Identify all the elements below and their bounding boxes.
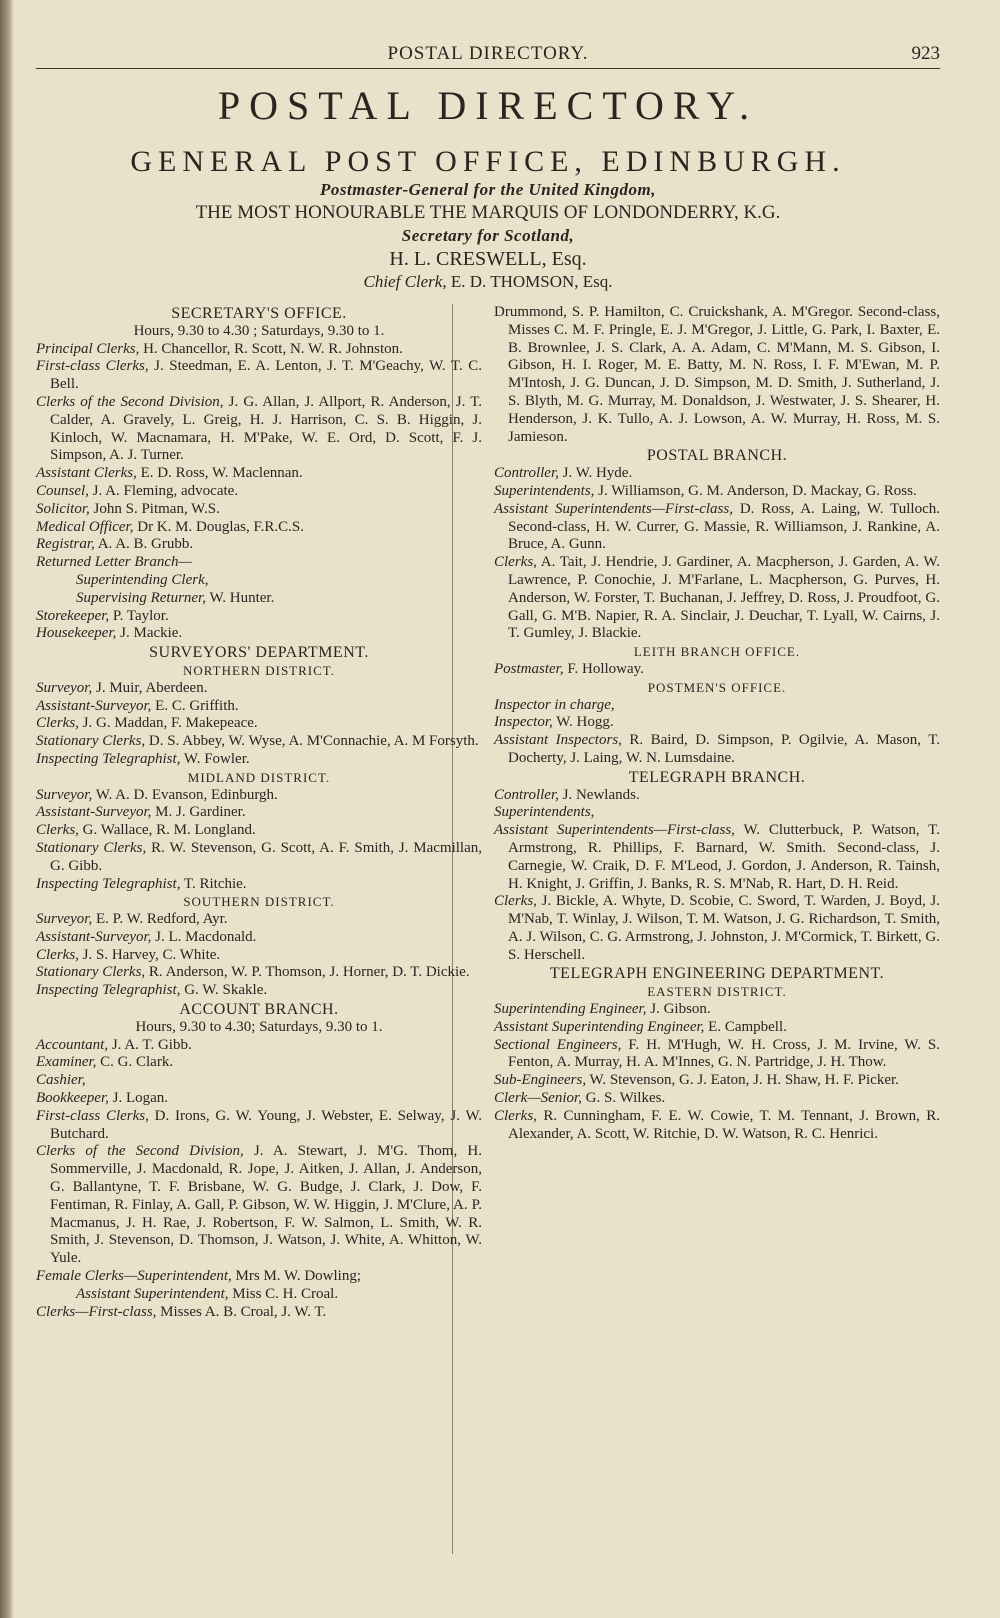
entry-role: Inspecting Telegraphist, — [36, 875, 181, 892]
district-heading: NORTHERN DISTRICT. — [182, 662, 336, 678]
entry-role: Examiner, — [36, 1054, 97, 1071]
entry-role: Controller, — [494, 786, 559, 803]
page-title: POSTAL DIRECTORY. — [217, 83, 759, 128]
entry-role: Assistant Inspectors, — [494, 732, 622, 749]
directory-entry — [36, 501, 482, 519]
entry-names: R. Baird, D. Simpson, P. Ogilvie, A. Mason, T. Docherty, J. Laing, W. N. Lumsdaine. — [508, 732, 940, 766]
entry-role: Surveyor, — [36, 911, 93, 928]
entry-role: Superintending Clerk, — [76, 571, 209, 588]
directory-entry — [36, 536, 482, 554]
entry-role: Surveyor, — [36, 679, 93, 696]
directory-entry — [36, 840, 482, 876]
entry-names: E. P. W. Redford, Ayr. — [92, 911, 228, 928]
entry-names: Miss C. H. Croal. — [228, 1285, 339, 1302]
running-header — [36, 40, 940, 69]
entry-names: R. Cunningham, F. E. W. Cowie, T. M. Tennant, J. Brown, R. Alexander, A. Scott, W. Ritchie, D. W. Watson, R. C. Henrici. — [508, 1107, 940, 1142]
directory-entry — [494, 1019, 940, 1037]
entry-role: Accountant, — [36, 1036, 109, 1053]
district-heading: POSTMEN'S OFFICE. — [647, 679, 787, 695]
directory-entry — [36, 608, 482, 626]
entry-names: F. H. M'Hugh, W. H. Cross, J. M. Irvine, W. S. Fenton, A. Murray, H. A. M'Innes, G. N. Partridge, J. H. Thow. — [508, 1036, 940, 1071]
entry-names: J. Williamson, G. M. Anderson, D. Mackay, G. Ross. — [594, 482, 917, 499]
district-heading: MIDLAND DISTRICT. — [187, 769, 331, 785]
left-column — [36, 304, 482, 1321]
directory-entry — [36, 1268, 482, 1286]
entry-names: G. Wallace, R. M. Longland. — [78, 822, 256, 839]
directory-entry — [494, 1001, 940, 1019]
entry-names: J. Mackie. — [116, 625, 183, 642]
entry-role: Clerks of the Second Division, — [36, 393, 224, 410]
entry-role: Registrar, — [36, 536, 95, 553]
directory-entry — [36, 1054, 482, 1072]
section-heading: SURVEYORS' DEPARTMENT. — [149, 644, 369, 662]
entry-role: Superintending Engineer, — [494, 1001, 647, 1018]
entry-role: Inspecting Telegraphist, — [36, 982, 181, 999]
entry-names: P. Taylor. — [109, 607, 169, 624]
directory-entry — [36, 929, 482, 947]
directory-entry — [36, 804, 482, 822]
directory-entry — [36, 1090, 482, 1108]
entry-role: Clerks, — [36, 715, 79, 732]
entry-names: J. Steedman, E. A. Lenton, J. T. M'Geachy, W. T. C. Bell. — [50, 358, 482, 393]
entry-names: J. L. Macdonald. — [151, 928, 257, 945]
directory-entry — [36, 572, 482, 590]
entry-names: R. W. Stevenson, G. Scott, A. F. Smith, J. Macmillan, G. Gibb. — [50, 839, 482, 874]
directory-entry — [36, 733, 482, 751]
directory-entry — [36, 751, 482, 769]
entry-role: Assistant Superintendents—First-class, — [494, 500, 733, 517]
entry-names: G. W. Skakle. — [180, 982, 268, 999]
directory-entry — [36, 394, 482, 465]
entry-names: J. A. Stewart, J. M'G. Thom, H. Sommerville, J. Macdonald, R. Jope, J. Aitken, J. Allan, J. Anderson, G. Ballantyne, T. F. Brisbane, W. G. Budge, J. Clark, J. Dow, F. Fentiman, R. Finlay, A. Gall, P. Gibson, W. W. Higgin, J. M'Clure, A. P. Macmanus, J. H. Rae, J. Robertson, F. W. Salmon, L. Smith, W. R. Smith, J. Stevenson, D. Thomson, J. Watson, J. White, A. Whitton, W. Yule. — [50, 1143, 482, 1267]
entry-names: H. Chancellor, R. Scott, N. W. R. Johnston. — [139, 340, 403, 357]
entry-names: C. G. Clark. — [96, 1054, 174, 1071]
directory-entry — [494, 893, 940, 964]
entry-role: Clerks, — [36, 822, 79, 839]
directory-entry — [494, 1108, 940, 1144]
entry-role: Counsel, — [36, 482, 89, 499]
entry-names: J. A. Fleming, advocate. — [88, 482, 239, 499]
chief-clerk-role: Chief Clerk, — [363, 272, 447, 291]
entry-role: Female Clerks—Superintendent, — [36, 1268, 232, 1285]
book-spine-shadow — [0, 0, 14, 1618]
directory-entry — [36, 1143, 482, 1268]
directory-entry — [494, 501, 940, 554]
office-hours: Hours, 9.30 to 4.30 ; Saturdays, 9.30 to 1. — [133, 322, 385, 339]
entry-role: First-class Clerks, — [36, 1107, 149, 1124]
entry-role: Clerks, — [494, 1107, 537, 1124]
entry-names: R. Anderson, W. P. Thomson, J. Horner, D. T. Dickie. — [145, 964, 470, 981]
directory-entry — [36, 341, 482, 359]
district-heading: EASTERN DISTRICT. — [647, 984, 787, 1000]
entry-names: John S. Pitman, W.S. — [89, 500, 220, 517]
directory-entry — [36, 787, 482, 805]
directory-entry — [494, 483, 940, 501]
entry-role: Assistant Superintending Engineer, — [494, 1018, 705, 1035]
entry-role: Assistant-Surveyor, — [36, 697, 152, 714]
directory-entry — [36, 982, 482, 1000]
directory-entry — [494, 304, 940, 446]
right-column — [494, 304, 940, 1143]
entry-role: Principal Clerks, — [36, 340, 140, 357]
entry-names: F. Holloway. — [563, 660, 644, 677]
entry-names: J. Logan. — [108, 1090, 169, 1107]
entry-role: Housekeeper, — [36, 625, 117, 642]
entry-names: W. A. D. Evanson, Edinburgh. — [92, 786, 278, 803]
directory-entry — [36, 483, 482, 501]
directory-entry — [36, 625, 482, 643]
entry-names: Drummond, S. P. Hamilton, C. Cruickshank, A. M'Gregor. Second-class, Misses C. M. F. Pringle, E. J. M'Gregor, J. Little, G. Park, I. Baxter, E. B. Brownlee, J. S. Clark, A. A. Adam, C. M'Mann, M. S. Gibson, I. Gibson, H. I. Roger, M. E. Batty, M. N. Ross, I. F. M'Ewan, M. P. M'Intosh, J. G. Duncan, J. D. Simpson, M. D. Smith, J. Sutherland, J. S. Blyth, M. G. Murray, M. Donaldson, J. Westwater, J. S. Shearer, H. Henderson, J. K. Tullo, A. J. Lowson, A. W. Murray, H. Ross, M. S. Jamieson. — [494, 304, 940, 445]
entry-role: Inspector in charge, — [494, 696, 615, 713]
entry-role: Assistant Superintendent, — [76, 1285, 229, 1302]
directory-entry — [494, 822, 940, 893]
entry-names: Dr K. M. Douglas, F.R.C.S. — [133, 518, 304, 535]
section-heading: TELEGRAPH ENGINEERING DEPARTMENT. — [549, 965, 885, 983]
secretary-label: Secretary for Scotland, — [401, 226, 575, 245]
directory-entry — [494, 1037, 940, 1073]
entry-names: J. Muir, Aberdeen. — [92, 679, 208, 696]
directory-entry — [494, 732, 940, 768]
entry-role: Solicitor, — [36, 500, 90, 517]
district-heading: SOUTHERN DISTRICT. — [183, 894, 335, 910]
entry-role: Clerks of the Second Division, — [36, 1143, 244, 1160]
postmaster-general-name: THE MOST HONOURABLE THE MARQUIS OF LONDONDERRY, K.G. — [195, 202, 781, 223]
directory-entry — [36, 947, 482, 965]
entry-role: Assistant Clerks, — [36, 465, 137, 482]
entry-names: Misses A. B. Croal, J. W. T. — [156, 1303, 327, 1320]
directory-entry — [36, 680, 482, 698]
entry-role: Superintendents, — [494, 804, 595, 821]
entry-role: Postmaster, — [494, 660, 564, 677]
entry-names: W. Clutterbuck, P. Watson, T. Armstrong, R. Phillips, F. Barnard, W. Smith. Second-class, J. Carnegie, W. Craik, D. F. M'Leod, J. Gordon, J. Anderson, R. Tainsh, H. Knight, J. Griffin, J. Banks, R. S. M'Nab, R. Hart, D. H. Reid. — [508, 822, 940, 892]
entry-names: D. Irons, G. W. Young, J. Webster, E. Selway, J. W. Butchard. — [50, 1107, 482, 1142]
entry-names: J. A. T. Gibb. — [108, 1036, 192, 1053]
directory-entry — [36, 715, 482, 733]
entry-role: First-class Clerks, — [36, 358, 149, 375]
directory-entry — [494, 787, 940, 805]
chief-clerk-name: E. D. THOMSON, Esq. — [446, 272, 613, 291]
entry-names: E. Campbell. — [704, 1018, 787, 1035]
directory-entry — [494, 714, 940, 732]
directory-entry — [36, 1304, 482, 1322]
directory-entry — [36, 876, 482, 894]
directory-entry — [36, 1037, 482, 1055]
district-heading: LEITH BRANCH OFFICE. — [633, 644, 801, 660]
entry-role: Surveyor, — [36, 786, 93, 803]
directory-entry — [36, 1286, 482, 1304]
entry-role: Sectional Engineers, — [494, 1036, 622, 1053]
entry-role: Assistant-Surveyor, — [36, 804, 152, 821]
entry-names: J. W. Hyde. — [558, 465, 633, 482]
entry-names: G. S. Wilkes. — [581, 1090, 666, 1107]
running-title: POSTAL DIRECTORY. — [387, 43, 589, 64]
entry-names: E. C. Griffith. — [151, 697, 239, 714]
directory-entry — [494, 661, 940, 679]
entry-role: Returned Letter Branch— — [36, 554, 192, 571]
directory-entry — [36, 465, 482, 483]
entry-role: Bookkeeper, — [36, 1090, 109, 1107]
section-heading: TELEGRAPH BRANCH. — [628, 768, 806, 786]
directory-page — [36, 40, 940, 293]
entry-role: Stationary Clerks, — [36, 839, 147, 856]
entry-names: J. Bickle, A. Whyte, D. Scobie, C. Sword, T. Warden, J. Boyd, J. M'Nab, T. Winlay, J. Wilson, T. M. Watson, J. G. Richardson, T. Smith, A. J. Wilson, C. G. Armstrong, J. Johnston, J. M'Cormick, T. Birkett, G. S. Herschell. — [508, 893, 940, 963]
entry-role: Inspector, — [494, 714, 553, 731]
directory-entry — [494, 554, 940, 643]
entry-names: W. Fowler. — [180, 750, 250, 767]
entry-names: J. Gibson. — [646, 1001, 711, 1018]
directory-entry — [36, 590, 482, 608]
section-heading: SECRETARY'S OFFICE. — [171, 305, 347, 322]
chief-clerk-line — [36, 271, 940, 293]
page-number: 923 — [911, 43, 940, 64]
entry-role: Inspecting Telegraphist, — [36, 750, 181, 767]
office-hours: Hours, 9.30 to 4.30; Saturdays, 9.30 to 1. — [135, 1018, 383, 1035]
entry-names: D. S. Abbey, W. Wyse, A. M'Connachie, A. M Forsyth. — [145, 733, 479, 750]
entry-role: Cashier, — [36, 1072, 86, 1089]
entry-role: Clerks, — [36, 946, 79, 963]
entry-names: Mrs M. W. Dowling; — [231, 1268, 361, 1285]
entry-role: Sub-Engineers, — [494, 1072, 587, 1089]
directory-entry — [36, 554, 482, 572]
entry-role: Superintendents, — [494, 482, 595, 499]
directory-entry — [36, 822, 482, 840]
entry-names: J. S. Harvey, C. White. — [78, 946, 221, 963]
entry-names: J. Newlands. — [558, 786, 640, 803]
entry-names: T. Ritchie. — [180, 875, 247, 892]
entry-role: Stationary Clerks, — [36, 733, 146, 750]
entry-names: E. D. Ross, W. Maclennan. — [136, 465, 303, 482]
entry-names: W. Stevenson, G. J. Eaton, J. H. Shaw, H. F. Picker. — [586, 1072, 899, 1089]
office-heading: GENERAL POST OFFICE, EDINBURGH. — [130, 145, 846, 178]
entry-role: Controller, — [494, 465, 559, 482]
entry-role: Stationary Clerks, — [36, 964, 146, 981]
directory-entry — [36, 911, 482, 929]
directory-entry — [494, 804, 940, 822]
directory-entry — [494, 1090, 940, 1108]
entry-role: Assistant Superintendents—First-class, — [494, 822, 735, 839]
entry-role: Clerks, — [494, 893, 537, 910]
directory-entry — [36, 519, 482, 537]
directory-entry — [36, 358, 482, 394]
directory-entry — [36, 1108, 482, 1144]
entry-names: W. Hunter. — [205, 589, 275, 606]
section-heading: ACCOUNT BRANCH. — [179, 1001, 339, 1019]
section-heading: POSTAL BRANCH. — [646, 447, 788, 465]
directory-entry — [494, 465, 940, 483]
postmaster-general-label: Postmaster-General for the United Kingdom, — [320, 180, 656, 199]
entry-names: D. Ross, A. Laing, W. Tulloch. Second-class, H. W. Currer, G. Massie, R. Williamson, J. Rankine, A. Bruce, A. Gunn. — [508, 500, 940, 553]
entry-role: Storekeeper, — [36, 607, 110, 624]
entry-role: Medical Officer, — [36, 518, 134, 535]
entry-names: J. G. Maddan, F. Makepeace. — [78, 715, 258, 732]
directory-entry — [494, 1072, 940, 1090]
entry-role: Clerks, — [494, 554, 537, 571]
entry-names: J. G. Allan, J. Allport, R. Anderson, J. T. Calder, A. Gravely, L. Greig, H. J. Harrison, C. S. B. Higgin, J. Kinloch, W. Macnamara, H. M'Pake, W. E. Ord, D. Scott, F. J. Simpson, A. J. Turner. — [50, 393, 483, 464]
entry-role: Assistant-Surveyor, — [36, 928, 152, 945]
entry-role: Clerks—First-class, — [36, 1303, 157, 1320]
entry-names: W. Hogg. — [552, 714, 614, 731]
entry-names: M. J. Gardiner. — [151, 804, 246, 821]
directory-entry — [494, 697, 940, 715]
entry-role: Supervising Returner, — [76, 589, 206, 606]
directory-entry — [36, 964, 482, 982]
directory-entry — [36, 1072, 482, 1090]
secretary-name: H. L. CRESWELL, Esq. — [389, 248, 587, 270]
entry-role: Clerk—Senior, — [494, 1090, 582, 1107]
entry-names: A. Tait, J. Hendrie, J. Gardiner, A. Macpherson, J. Garden, A. W. Lawrence, P. Conochie, J. M'Farlane, L. Macpherson, G. Purves, H. Anderson, W. Forster, T. Buchanan, J. Jeffrey, D. Ross, J. Proudfoot, G. Gall, G. M'B. Napier, R. A. Sinclair, J. Deuchar, T. Lyall, W. Cairns, J. T. Gumley, J. Blackie. — [508, 554, 940, 642]
entry-names: A. A. B. Grubb. — [94, 536, 194, 553]
directory-entry — [36, 698, 482, 716]
